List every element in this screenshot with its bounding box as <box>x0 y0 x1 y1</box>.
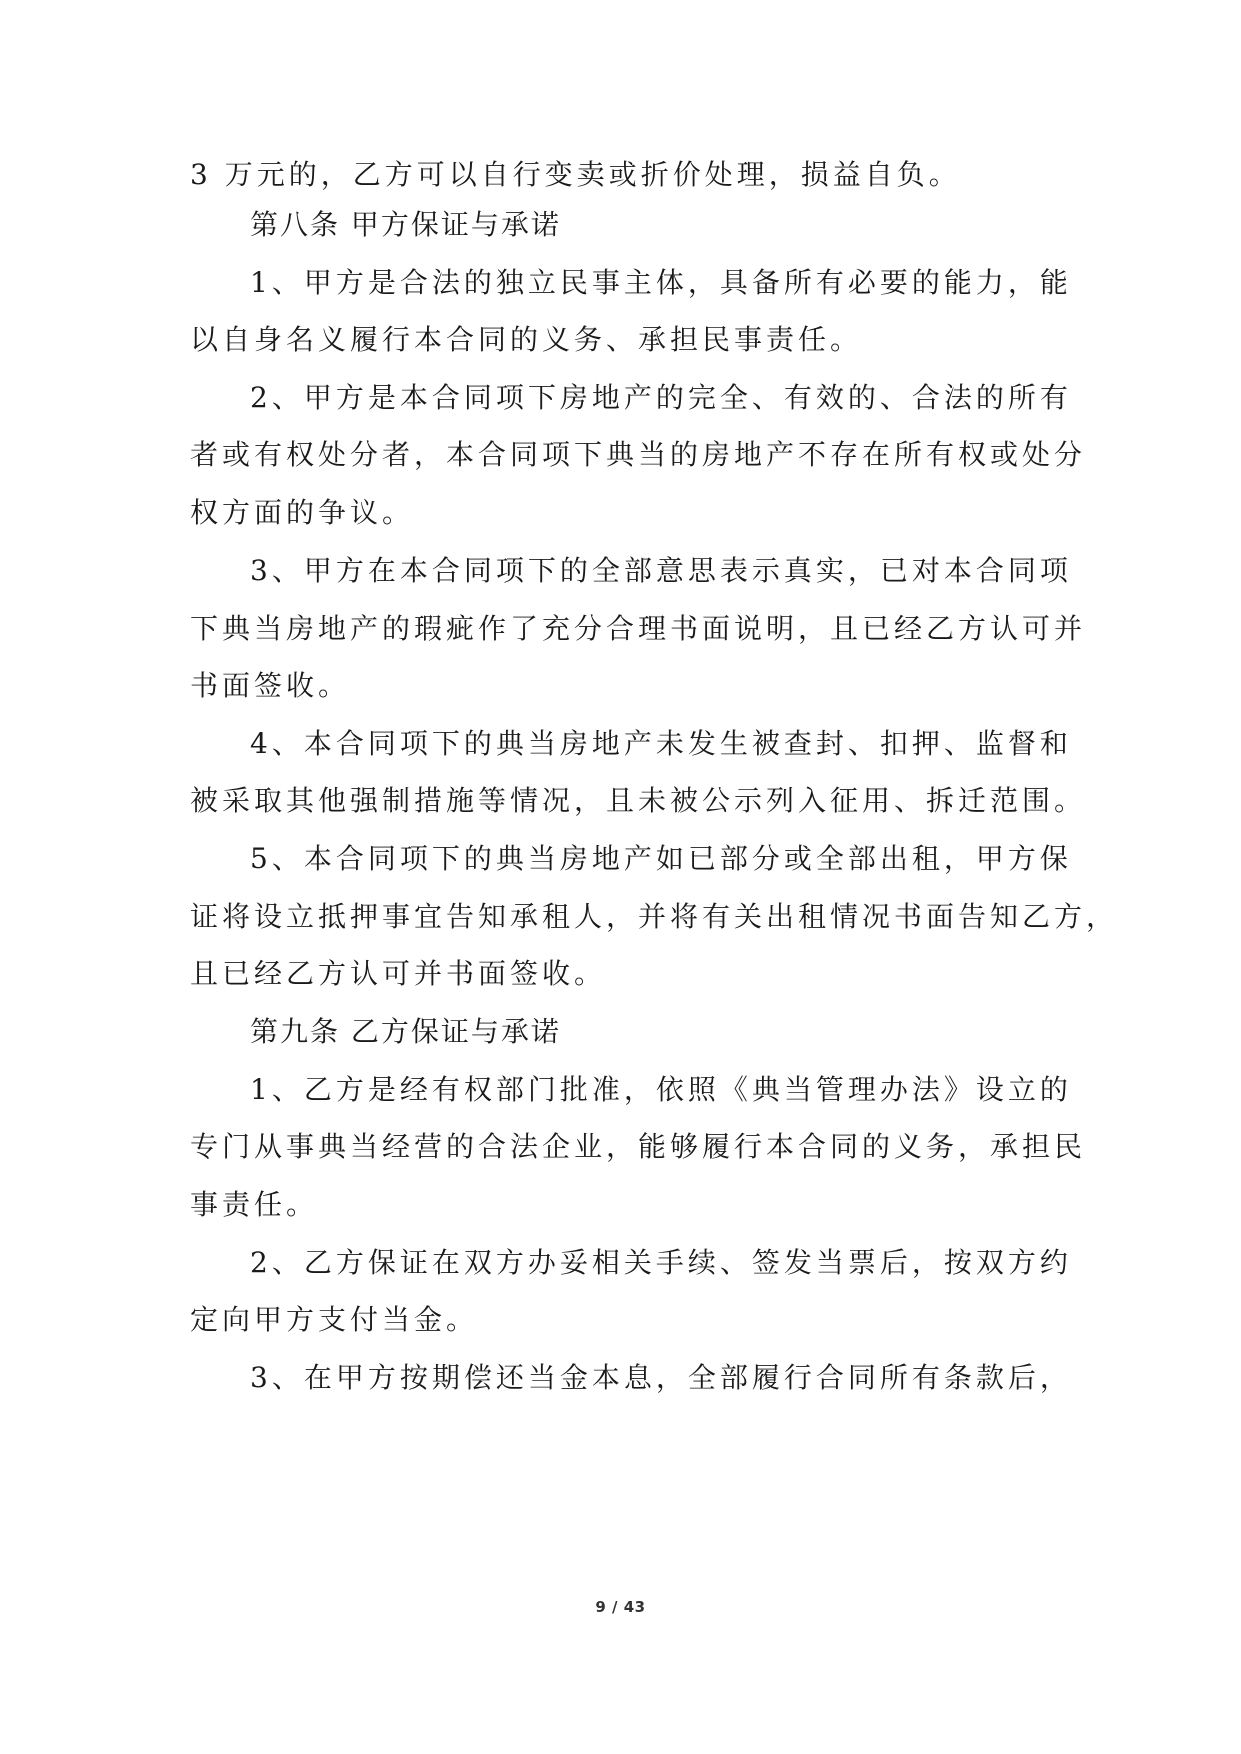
text-line: 以自身名义履行本合同的义务、承担民事责任。 <box>190 323 863 356</box>
text-line: 3、在甲方按期偿还当金本息，全部履行合同所有条款后， <box>250 1361 1072 1394</box>
text-line: 且已经乙方认可并书面签收。 <box>190 957 607 990</box>
text-line: 事责任。 <box>190 1188 319 1221</box>
section-heading-article-8: 第八条 甲方保证与承诺 <box>250 208 561 241</box>
text-line: 1、甲方是合法的独立民事主体，具备所有必要的能力，能 <box>250 266 1072 299</box>
text-line: 5、本合同项下的典当房地产如已部分或全部出租，甲方保 <box>250 842 1072 875</box>
text-line: 证将设立抵押事宜告知承租人，并将有关出租情况书面告知乙方， <box>190 900 1119 933</box>
text-line: 书面签收。 <box>190 669 351 702</box>
text-line: 被采取其他强制措施等情况，且未被公示列入征用、拆迁范围。 <box>190 784 1087 817</box>
text-line: 专门从事典当经营的合法企业，能够履行本合同的义务，承担民 <box>190 1130 1087 1163</box>
text-line: 权方面的争议。 <box>190 496 415 529</box>
text-line: 2、乙方保证在双方办妥相关手续、签发当票后，按双方约 <box>250 1246 1072 1279</box>
text-line: 2、甲方是本合同项下房地产的完全、有效的、合法的所有 <box>250 381 1072 414</box>
text-line: 1、乙方是经有权部门批准，依照《典当管理办法》设立的 <box>250 1073 1072 1106</box>
text-line: 4、本合同项下的典当房地产未发生被查封、扣押、监督和 <box>250 727 1072 760</box>
text-line: 者或有权处分者，本合同项下典当的房地产不存在所有权或处分 <box>190 438 1087 471</box>
page-number: 9 / 43 <box>595 1598 646 1616</box>
text-line: 3 万元的，乙方可以自行变卖或折价处理，损益自负。 <box>190 158 961 191</box>
section-heading-article-9: 第九条 乙方保证与承诺 <box>250 1015 561 1048</box>
text-line: 定向甲方支付当金。 <box>190 1303 479 1336</box>
text-line: 下典当房地产的瑕疵作了充分合理书面说明，且已经乙方认可并 <box>190 612 1087 645</box>
text-line: 3、甲方在本合同项下的全部意思表示真实，已对本合同项 <box>250 554 1072 587</box>
